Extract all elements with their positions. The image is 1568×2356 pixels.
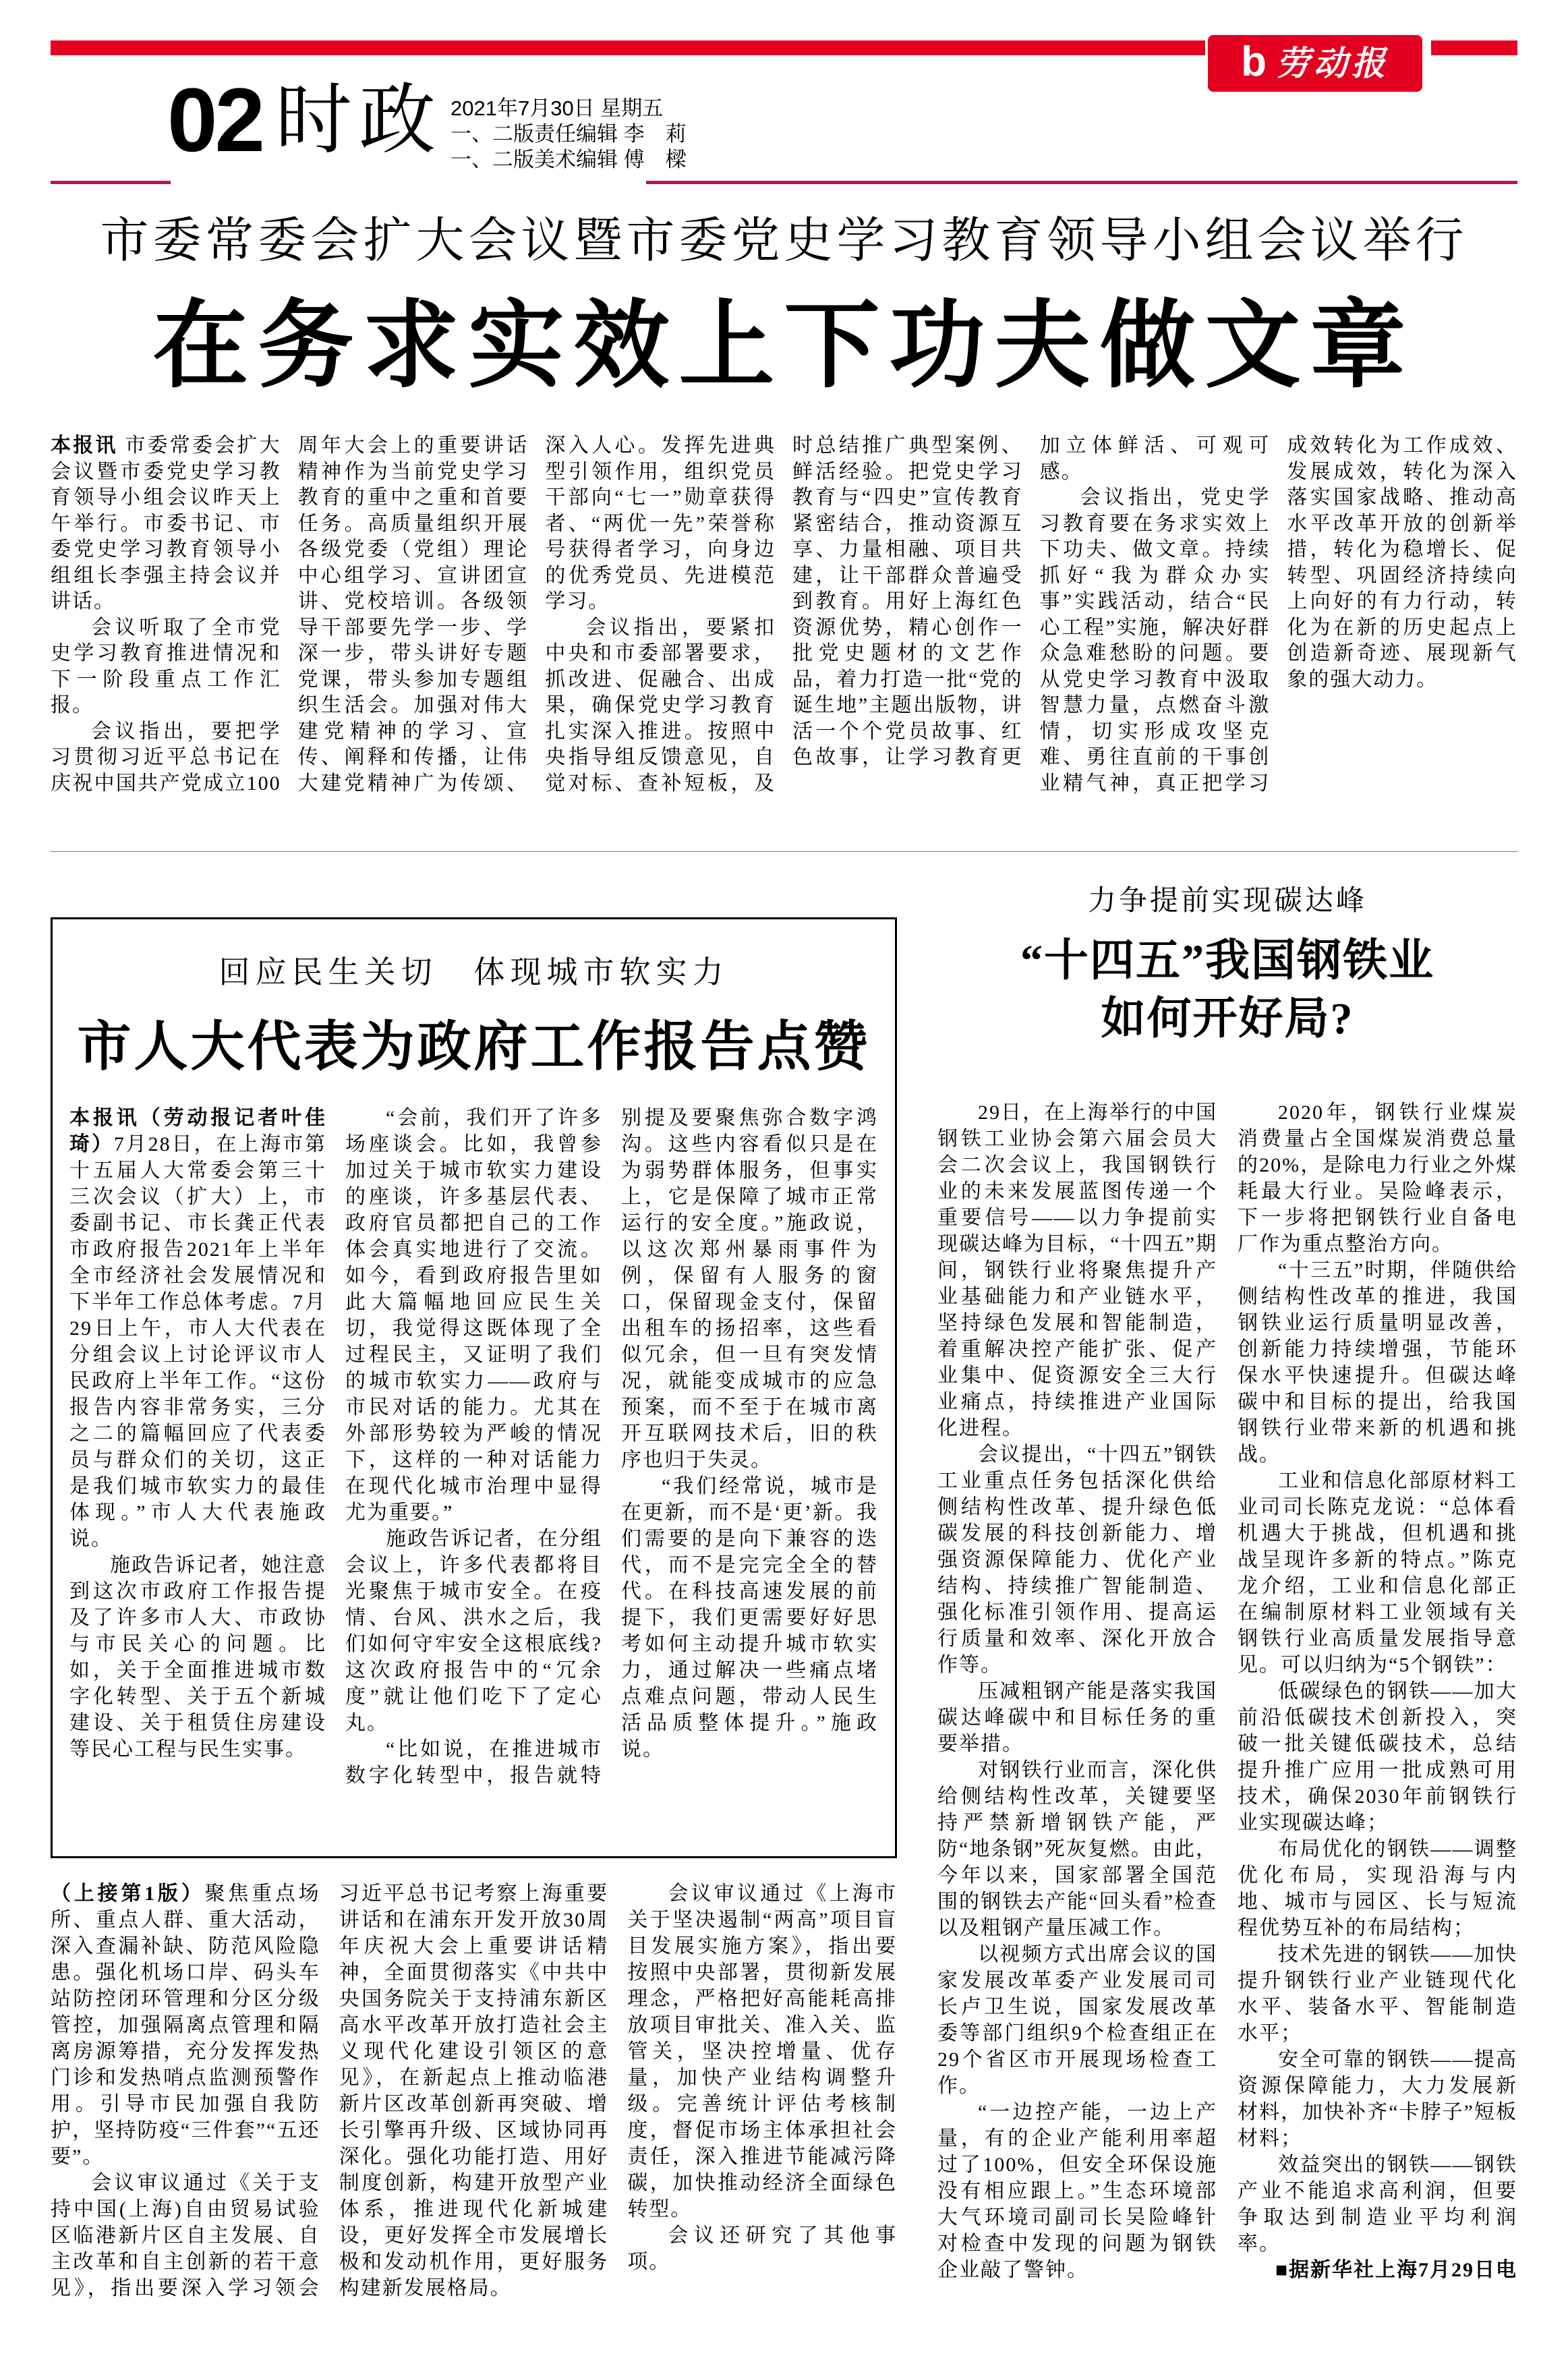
paragraph: 会议指出，要把学习贯彻习近平总书记在庆祝中国共产党成立100周年大会上的重要讲话精神作为当前党史学习教育的重中之重和首要任务。高质量组织开展各级党委（党组）理论中心组学习、宣讲团宣讲、党校培训。各级领导干部要先学一步、学深一步，带头讲好专题党课，带头参加专题组织生活会。加强对伟大建党精神的学习、宣传、阐释和传播，让伟大建党精神广为传颂、深入人心。发挥先进典型引领作用，组织党员干部向“七一”勋章获得者、“两优一先”荣誉称号获得者学习，向身边的优秀党员、先进模范学习。 <box>51 434 776 795</box>
date-line: 2021年7月30日 星期五 <box>451 96 664 120</box>
intro-label: 本报讯 <box>51 434 125 457</box>
steel-headline-line2: 如何开好局? <box>1101 994 1354 1043</box>
paragraph: 对钢铁行业而言，深化供给侧结构性改革，关键要坚持严禁新增钢铁产能，严防“地条钢”死灰复燃。由此，今年以来，国家部署全国范围的钢铁去产能“回头看”检查以及粗钢产量压减工作。 <box>937 1759 1217 1939</box>
editor-line-2: 一、二版美术编辑 傅 樑 <box>451 148 687 171</box>
editor-line-1: 一、二版责任编辑 李 莉 <box>451 122 687 146</box>
paragraph: （上接第1版）聚焦重点场所、重点人群、重大活动，深入查漏补缺、防范风险隐患。强化机场口岸、码头车站防控闭环管理和分区分级管控，加强隔离点管理和隔离房源筹措，充分发挥发热门诊和发热哨点监测预警作用。引导市民加强自我防护，坚持防疫“三件套”“五还要”。 <box>51 1883 320 2168</box>
page-number: 02 <box>167 70 263 171</box>
lead-article-kicker: 市委常委会扩大会议暨市委党史学习教育领导小组会议举行 <box>100 214 1468 268</box>
paragraph: 本报讯（劳动报记者叶佳琦）7月28日，在上海市第十五届人大常委会第三十三次会议（扩大）上，市委副书记、市长龚正代表市政府报告2021年上半年全市经济社会发展情况和下半年工作总体考虑。7月29日上午，市人大代表在分组会议上讨论评议市人民政府上半年工作。“这份报告内容非常务实，三分之二的篇幅回应了代表委员与群众们的关切，这正是我们城市软实力的最佳体现。”市人大代表施政说。 <box>69 1107 327 1550</box>
header-rule-right <box>646 181 1517 184</box>
paragraph: 施政告诉记者，她注意到这次市政府工作报告提及了许多市人大、市政协与市民关心的问题。比如，关于全面推进城市数字化转型、关于五个新城建设、关于租赁住房建设等民心工程与民生实事。 <box>69 1554 326 1760</box>
masthead-logo-text: 劳动报 <box>1275 43 1389 83</box>
paragraph: “一边控产能，一边上产量，有的企业产能利用率超过了100%，但安全环保设施没有相应跟上。”生态环境部大气环境司副司长吴险峰针对检查中发现的问题为钢铁企业敲了警钟。 <box>937 2101 1217 2281</box>
paragraph: 会议审议通过《关于支持中国(上海)自由贸易试验区临港新片区自主发展、自主改革和自主创新的若干意见》，指出要深入学习领会习近平总书记考察上海重要讲话和在浦东开发开放30周年庆祝大会上重要讲话精神，全面贯彻落实《中共中央国务院关于支持浦东新区高水平改革开放打造社会主义现代化建设引领区的意见》，在新起点上推动临港新片区改革创新再突破、增长引擎再升级、区域协同再深化。强化功能打造、用好制度创新，构建开放型产业体系，推进现代化新城建设，更好发挥全市发展增长极和发动机作用，更好服务构建新发展格局。 <box>51 1883 609 2299</box>
news-agency-byline: ■据新华社上海7月29日电 <box>1275 2259 1517 2281</box>
intro-label: 本报讯（劳动报记者叶佳琦） <box>69 1107 326 1155</box>
paragraph: 会议提出，“十四五”钢铁工业重点任务包括深化供给侧结构性改革、提升绿色低碳发展的科技创新能力、增强资源保障能力、优化产业结构、持续推广智能制造、强化标准引领作用、提高运行质量和效率、深化开放合作等。 <box>937 1443 1217 1676</box>
header-meta <box>451 96 687 173</box>
paragraph: 布局优化的钢铁——调整优化布局，实现沿海与内地、城市与园区、长与短流程优势互补的布局结构； <box>1238 1838 1517 1939</box>
paragraph: 压减粗钢产能是落实我国碳达峰碳中和目标任务的重要举措。 <box>937 1680 1217 1755</box>
steel-article-headline <box>937 932 1517 1048</box>
masthead-b-icon: b <box>1241 38 1267 85</box>
paragraph: “会前，我们开了许多场座谈会。比如，我曾参加过关于城市软实力建设的座谈，许多基层代表、政府官员都把自己的工作体会真实地进行了交流。如今，看到政府报告里如此大篇幅地回应民生关切，我觉得这既体现了全过程民主，又证明了我们的城市软实力——政府与市民对话的能力。尤其在外部形势较为严峻的情况下，这样的一种对话能力在现代化城市治理中显得尤为重要。” <box>345 1107 602 1524</box>
masthead-bar-left <box>51 40 1205 55</box>
boxed-article-kicker: 回应民生关切 体现城市软实力 <box>219 955 729 989</box>
paragraph: 会议还研究了其他事项。 <box>627 2224 897 2273</box>
boxed-article-headline: 市人大代表为政府工作报告点赞 <box>77 1018 871 1077</box>
paragraph: “我们经常说，城市是在更新，而不是‘更’新。我们需要的是向下兼容的迭代，而不是完完全全的替代。在科技高速发展的前提下，我们更需要好好思考如何主动提升城市软实力，通过解决一些痛点堵点难点问题，带动人民生活品质整体提升。”施政说。 <box>621 1475 878 1760</box>
steel-article-kicker: 力争提前实现碳达峰 <box>1087 886 1367 917</box>
paragraph: “十三五”时期，伴随供给侧结构性改革的推进，我国钢铁业运行质量明显改善，创新能力持续增强，节能环保水平快速提升。但碳达峰碳中和目标的提出，给我国钢铁行业带来新的机遇和挑战。 <box>1238 1259 1517 1466</box>
boxed-article <box>51 917 897 1858</box>
continued-label: （上接第1版） <box>51 1883 205 1905</box>
steel-headline-line1: “十四五”我国钢铁业 <box>1020 936 1434 985</box>
paragraph: 安全可靠的钢铁——提高资源保障能力，大力发展新材料，加快补齐“卡脖子”短板材料； <box>1238 2048 1517 2150</box>
boxed-article-body <box>69 1105 878 1843</box>
paragraph: 会议指出，要紧扣中央和市委部署要求，抓改进、促融合、出成果，确保党史学习教育扎实深入推进。按照中央指导组反馈意见，自觉对标、查补短板，及时总结推广典型案例、鲜活经验。把党史学习教育与“四史”宣传教育紧密结合，推动资源互享、力量相融、项目共建，让干部群众普遍受到教育。用好上海红色资源优势，精心创作一批党史题材的文艺作品，着力打造一批“党的诞生地”主题出版物，讲活一个个党员故事、红色故事，让学习教育更加立体鲜活、可观可感。 <box>545 434 1271 795</box>
masthead-logo <box>1208 35 1422 92</box>
paragraph: 会议审议通过《上海市关于坚决遏制“两高”项目盲目发展实施方案》，指出要按照中央部署，贯彻新发展理念，严格把好高能耗高排放项目审批关、准入关、监管关，坚决控增量、优存量，加快产业结构调整升级。完善统计评估考核制度，督促市场主体承担社会责任，深入推进节能减污降碳，加快推动经济全面绿色转型。 <box>627 1883 897 2220</box>
paragraph: 本报讯 市委常委会扩大会议暨市委党史学习教育领导小组会议昨天上午举行。市委书记、市委党史学习教育领导小组组长李强主持会议并讲话。 <box>51 434 281 612</box>
paragraph: 29日，在上海举行的中国钢铁工业协会第六届会员大会二次会议上，我国钢铁行业的未来发展蓝图传递一个重要信号——以力争提前实现碳达峰为目标，“十四五”期间，钢铁行业将聚焦提升产业基础能力和产业链水平，坚持绿色发展和智能制造，着重解决控产能扩张、促产业集中、促资源安全三大行业痛点，持续推进产业国际化进程。 <box>937 1101 1217 1439</box>
paragraph: 以视频方式出席会议的国家发展改革委产业发展司司长卢卫生说，国家发展改革委等部门组织9个检查组正在29个省区市开展现场检查工作。 <box>937 1943 1217 2097</box>
section-divider <box>51 851 1517 852</box>
paragraph: 低碳绿色的钢铁——加大前沿低碳技术创新投入，突破一批关键低碳技术，总结提升推广应用一批成熟可用技术，确保2030年前钢铁行业实现碳达峰； <box>1238 1680 1517 1834</box>
paragraph: 2020年，钢铁行业煤炭消费量占全国煤炭消费总量的20%，是除电力行业之外煤耗最大行业。吴险峰表示，下一步将把钢铁行业自备电厂作为重点整治方向。 <box>1238 1101 1517 1255</box>
paragraph: 技术先进的钢铁——加快提升钢铁行业产业链现代化水平、装备水平、智能制造水平； <box>1238 1943 1517 2044</box>
section-title: 时政 <box>275 78 443 163</box>
masthead-bar-right <box>1431 40 1517 55</box>
lead-article-headline: 在务求实效上下功夫做文章 <box>152 293 1416 399</box>
paragraph: 效益突出的钢铁——钢铁产业不能追求高利润，但要争取达到制造业平均利润率。 <box>1238 2154 1517 2255</box>
paragraph: “比如说，在推进城市数字化转型中，报告就特别提及要聚焦弥合数字鸿沟。这些内容看似只是在为弱势群体服务，但事实上，它是保障了城市正常运行的安全度。”施政说，以这次郑州暴雨事件为例，保留有人服务的窗口，保留现金支付，保留出租车的扬招率，这些看似冗余，但一旦有突发情况，就能变成城市的应急预案，而不至于在城市离开互联网技术后，旧的秩序也归于失灵。 <box>345 1107 878 1787</box>
lead-article-body <box>51 433 1517 824</box>
steel-article-body <box>937 1099 1517 2315</box>
paragraph: 工业和信息化部原材料工业司司长陈克龙说：“总体看机遇大于挑战，但机遇和挑战呈现许多新的特点。”陈克龙介绍，工业和信息化部正在编制原材料工业领域有关钢铁行业高质量发展指导意见。可以归纳为“5个钢铁”： <box>1238 1470 1517 1676</box>
paragraph: 会议听取了全市党史学习教育推进情况和下一阶段重点工作汇报。 <box>51 616 281 716</box>
paragraph: 会议指出，党史学习教育要在务求实效上下功夫、做文章。持续抓好“我为群众办实事”实践活动，结合“民心工程”实施，解决好群众急难愁盼的问题。要从党史学习教育中汲取智慧力量，点燃奋斗激情，切实形成攻坚克难、勇往直前的干事创业精气神，真正把学习成效转化为工作成效、发展成效，转化为深入落实国家战略、推动高水平改革开放的创新举措，转化为稳增长、促转型、巩固经济持续向上向好的有力行动，转化为在新的历史起点上创造新奇迹、展现新气象的强大动力。 <box>1039 434 1517 795</box>
continued-article-body <box>51 1880 897 2335</box>
paragraph: 施政告诉记者，在分组会议上，许多代表都将目光聚焦于城市安全。在疫情、台风、洪水之后，我们如何守牢安全这根底线?这次政府报告中的“冗余度”就让他们吃下了定心丸。 <box>345 1528 602 1734</box>
header-rule-left <box>51 181 171 184</box>
